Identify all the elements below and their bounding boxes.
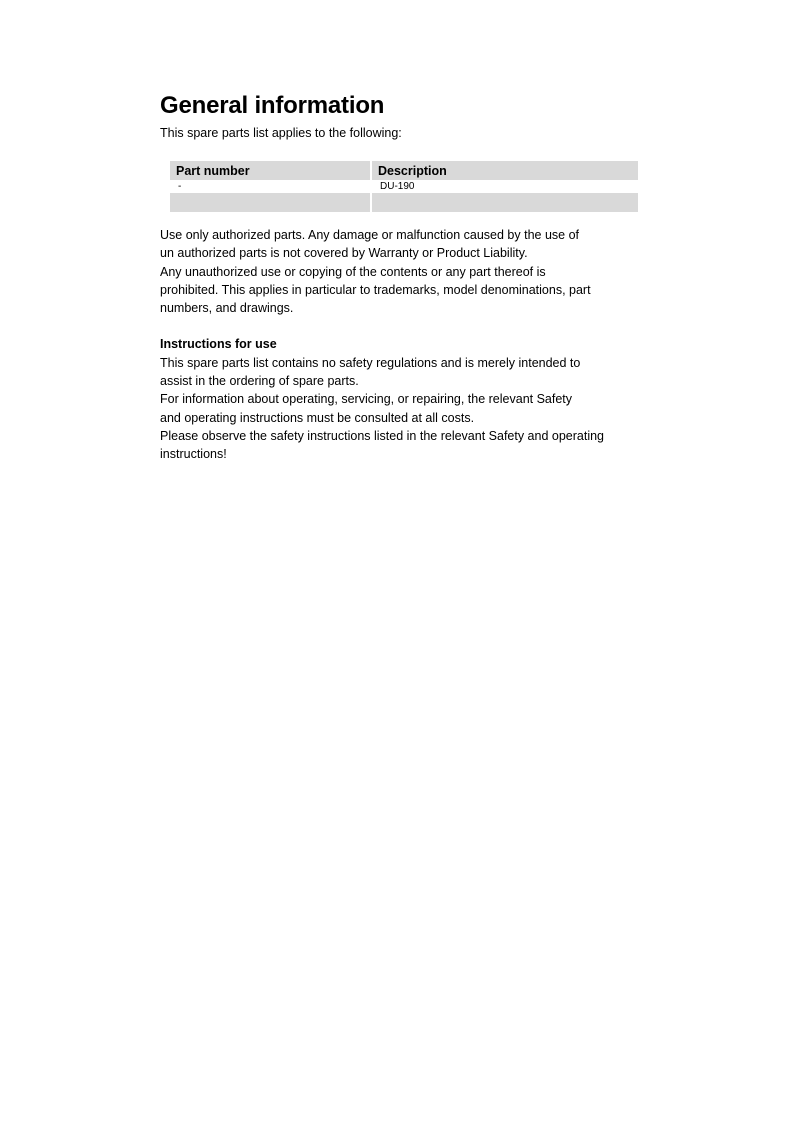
- notice-line: numbers, and drawings.: [160, 301, 294, 316]
- notice-line: un authorized parts is not covered by Warranty or Product Liability.: [160, 246, 528, 261]
- intro-text: This spare parts list applies to the following:: [160, 126, 402, 140]
- cell-empty: [372, 193, 638, 212]
- instructions-line: This spare parts list contains no safety regulations and is merely intended to: [160, 355, 581, 370]
- cell-part-number: -: [178, 181, 182, 192]
- instructions-line: For information about operating, servicing, or repairing, the relevant Safety: [160, 392, 573, 407]
- header-part-number: Part number: [170, 161, 370, 180]
- instructions-paragraph: [160, 354, 640, 464]
- cell-empty: [170, 193, 370, 212]
- notice-line: Any unauthorized use or copying of the contents or any part thereof is: [160, 264, 546, 279]
- table-header-row: [170, 161, 638, 180]
- header-description: Description: [372, 161, 638, 180]
- cell-description: DU-190: [380, 181, 415, 192]
- notice-paragraph: [160, 226, 640, 317]
- instructions-line: assist in the ordering of spare parts.: [160, 374, 359, 389]
- notice-line: prohibited. This applies in particular to trademarks, model denominations, part: [160, 282, 591, 297]
- page-title: General information: [160, 92, 385, 119]
- parts-table: [168, 161, 640, 212]
- table-row-empty: [170, 193, 638, 212]
- instructions-line: instructions!: [160, 447, 227, 462]
- instructions-title: Instructions for use: [160, 337, 277, 352]
- table-row: [170, 180, 638, 193]
- body-text: [160, 226, 640, 464]
- instructions-line: and operating instructions must be consulted at all costs.: [160, 410, 475, 425]
- instructions-line: Please observe the safety instructions listed in the relevant Safety and operating: [160, 428, 605, 443]
- document-page: [160, 90, 640, 462]
- notice-line: Use only authorized parts. Any damage or malfunction caused by the use of: [160, 228, 579, 242]
